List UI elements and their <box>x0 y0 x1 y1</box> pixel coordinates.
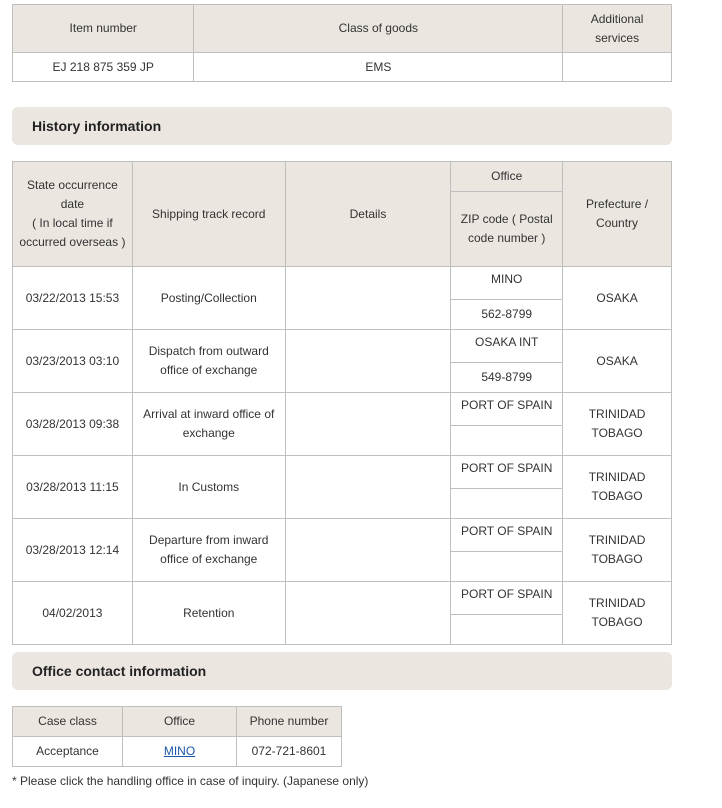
record-header: Shipping track record <box>132 162 285 267</box>
history-date: 03/28/2013 11:15 <box>13 456 133 519</box>
history-record: Arrival at inward office of exchange <box>132 393 285 456</box>
history-date: 04/02/2013 <box>13 582 133 645</box>
item-number-value: EJ 218 875 359 JP <box>13 53 194 82</box>
history-prefecture: OSAKA <box>563 330 672 393</box>
history-record: Departure from inward office of exchange <box>132 519 285 582</box>
contact-office-cell <box>123 737 237 767</box>
date-header: State occurrence date ( In local time if occurred overseas ) <box>13 162 133 267</box>
history-prefecture: TRINIDAD TOBAGO <box>563 393 672 456</box>
phone-header: Phone number <box>237 707 342 737</box>
history-zip: 549-8799 <box>451 363 563 393</box>
history-office: MINO <box>451 267 563 300</box>
case-class-header: Case class <box>13 707 123 737</box>
history-record: In Customs <box>132 456 285 519</box>
history-zip <box>451 552 563 582</box>
history-office: PORT OF SPAIN <box>451 519 563 552</box>
history-prefecture: OSAKA <box>563 267 672 330</box>
history-record: Retention <box>132 582 285 645</box>
history-office: PORT OF SPAIN <box>451 393 563 426</box>
history-office: OSAKA INT <box>451 330 563 363</box>
history-record: Posting/Collection <box>132 267 285 330</box>
item-number-header: Item number <box>13 5 194 53</box>
class-of-goods-value: EMS <box>194 53 563 82</box>
prefecture-header: Prefecture / Country <box>563 162 672 267</box>
item-table <box>12 4 672 82</box>
contact-section-title: Office contact information <box>12 652 672 690</box>
details-header: Details <box>285 162 451 267</box>
history-details <box>285 456 451 519</box>
history-table <box>12 161 672 645</box>
additional-services-header: Additional services <box>563 5 672 53</box>
history-zip <box>451 426 563 456</box>
contact-table <box>12 706 342 767</box>
contact-office-header: Office <box>123 707 237 737</box>
zip-header: ZIP code ( Postal code number ) <box>451 192 563 267</box>
history-office: PORT OF SPAIN <box>451 582 563 615</box>
history-record: Dispatch from outward office of exchange <box>132 330 285 393</box>
inquiry-footnote: * Please click the handling office in case of inquiry. (Japanese only) <box>12 774 369 788</box>
additional-services-value <box>563 53 672 82</box>
office-header: Office <box>451 162 563 192</box>
history-details <box>285 330 451 393</box>
history-zip: 562-8799 <box>451 300 563 330</box>
history-prefecture: TRINIDAD TOBAGO <box>563 582 672 645</box>
history-zip <box>451 489 563 519</box>
case-class-value: Acceptance <box>13 737 123 767</box>
history-date: 03/28/2013 09:38 <box>13 393 133 456</box>
history-prefecture: TRINIDAD TOBAGO <box>563 519 672 582</box>
history-date: 03/23/2013 03:10 <box>13 330 133 393</box>
class-of-goods-header: Class of goods <box>194 5 563 53</box>
history-section-title: History information <box>12 107 672 145</box>
office-link-mino[interactable]: MINO <box>163 744 196 758</box>
history-details <box>285 267 451 330</box>
history-office: PORT OF SPAIN <box>451 456 563 489</box>
history-details <box>285 393 451 456</box>
phone-value: 072-721-8601 <box>237 737 342 767</box>
history-zip <box>451 615 563 645</box>
history-prefecture: TRINIDAD TOBAGO <box>563 456 672 519</box>
history-date: 03/28/2013 12:14 <box>13 519 133 582</box>
history-date: 03/22/2013 15:53 <box>13 267 133 330</box>
history-details <box>285 519 451 582</box>
history-details <box>285 582 451 645</box>
